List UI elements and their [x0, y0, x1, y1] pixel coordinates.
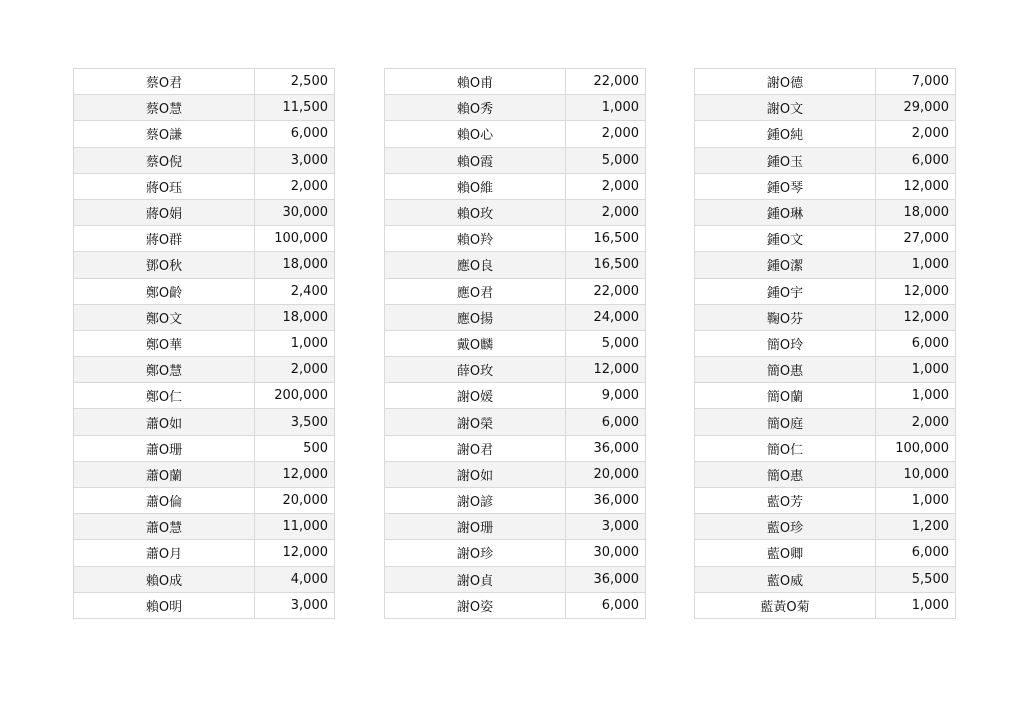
table-row: [695, 95, 956, 121]
table-row: [385, 566, 646, 592]
donor-name-cell: 賴O玫: [385, 199, 566, 225]
table-row: [74, 461, 335, 487]
donor-name-cell: 謝O媛: [385, 383, 566, 409]
table-row: [74, 252, 335, 278]
donor-name-cell: 謝O姿: [385, 592, 566, 618]
donor-name-cell: 蔡O慧: [74, 95, 255, 121]
donor-name-cell: 蔣O娟: [74, 199, 255, 225]
table-row: [695, 304, 956, 330]
donation-amount-cell: 4,000: [255, 566, 335, 592]
table-row: [385, 95, 646, 121]
donation-amount-cell: 5,000: [566, 330, 646, 356]
donor-name-cell: 鄭O仁: [74, 383, 255, 409]
donor-name-cell: 蔣O群: [74, 226, 255, 252]
donor-name-cell: 鄭O慧: [74, 357, 255, 383]
donation-amount-cell: 500: [255, 435, 335, 461]
donor-name-cell: 蕭O蘭: [74, 461, 255, 487]
donor-name-cell: 鍾O琴: [695, 173, 876, 199]
donor-name-cell: 蕭O慧: [74, 514, 255, 540]
donation-amount-cell: 27,000: [876, 226, 956, 252]
donation-amount-cell: 5,500: [876, 566, 956, 592]
donor-table-middle: [384, 68, 646, 619]
donor-name-cell: 鄧O秋: [74, 252, 255, 278]
donation-amount-cell: 22,000: [566, 278, 646, 304]
donation-amount-cell: 2,000: [566, 121, 646, 147]
donation-amount-cell: 12,000: [876, 304, 956, 330]
donor-name-cell: 簡O蘭: [695, 383, 876, 409]
table-row: [385, 461, 646, 487]
donation-amount-cell: 100,000: [876, 435, 956, 461]
table-row: [695, 69, 956, 95]
donor-name-cell: 鍾O琳: [695, 199, 876, 225]
donation-amount-cell: 3,000: [566, 514, 646, 540]
table-row: [385, 226, 646, 252]
donor-name-cell: 鄭O文: [74, 304, 255, 330]
table-row: [74, 330, 335, 356]
donation-amount-cell: 12,000: [876, 278, 956, 304]
donation-amount-cell: 200,000: [255, 383, 335, 409]
table-row: [695, 121, 956, 147]
donor-name-cell: 藍O威: [695, 566, 876, 592]
table-row: [74, 69, 335, 95]
donor-name-cell: 賴O心: [385, 121, 566, 147]
donation-amount-cell: 3,000: [255, 147, 335, 173]
table-row: [695, 461, 956, 487]
donation-amount-cell: 1,000: [255, 330, 335, 356]
table-row: [385, 592, 646, 618]
donation-amount-cell: 2,000: [255, 357, 335, 383]
donor-name-cell: 賴O羚: [385, 226, 566, 252]
donor-name-cell: 簡O玲: [695, 330, 876, 356]
table-row: [385, 147, 646, 173]
table-row: [385, 173, 646, 199]
donation-amount-cell: 36,000: [566, 435, 646, 461]
table-row: [695, 488, 956, 514]
table-row: [385, 357, 646, 383]
table-row: [74, 226, 335, 252]
donor-name-cell: 蔡O倪: [74, 147, 255, 173]
donation-amount-cell: 2,000: [566, 199, 646, 225]
table-row: [74, 540, 335, 566]
donation-amount-cell: 2,000: [876, 409, 956, 435]
donor-name-cell: 賴O明: [74, 592, 255, 618]
table-row: [385, 199, 646, 225]
donation-amount-cell: 3,000: [255, 592, 335, 618]
donation-amount-cell: 6,000: [566, 592, 646, 618]
donor-name-cell: 蕭O如: [74, 409, 255, 435]
donor-name-cell: 簡O庭: [695, 409, 876, 435]
donor-name-cell: 蕭O倫: [74, 488, 255, 514]
table-row: [695, 357, 956, 383]
table-row: [695, 173, 956, 199]
table-row: [74, 592, 335, 618]
donor-name-cell: 鍾O純: [695, 121, 876, 147]
donation-amount-cell: 12,000: [566, 357, 646, 383]
donation-amount-cell: 2,000: [876, 121, 956, 147]
table-row: [695, 592, 956, 618]
table-row: [74, 357, 335, 383]
donation-amount-cell: 36,000: [566, 488, 646, 514]
table-row: [695, 330, 956, 356]
table-row: [385, 304, 646, 330]
donation-amount-cell: 1,000: [876, 252, 956, 278]
donation-amount-cell: 5,000: [566, 147, 646, 173]
table-row: [385, 409, 646, 435]
table-row: [74, 514, 335, 540]
table-row: [695, 383, 956, 409]
donation-amount-cell: 12,000: [876, 173, 956, 199]
donation-amount-cell: 1,000: [566, 95, 646, 121]
donor-name-cell: 應O君: [385, 278, 566, 304]
donation-amount-cell: 12,000: [255, 461, 335, 487]
table-row: [74, 95, 335, 121]
table-row: [695, 147, 956, 173]
donation-amount-cell: 2,500: [255, 69, 335, 95]
donor-name-cell: 簡O惠: [695, 461, 876, 487]
table-row: [74, 278, 335, 304]
donor-name-cell: 簡O惠: [695, 357, 876, 383]
table-row: [74, 147, 335, 173]
donor-name-cell: 鄭O華: [74, 330, 255, 356]
donation-amount-cell: 6,000: [566, 409, 646, 435]
table-row: [385, 252, 646, 278]
donation-amount-cell: 22,000: [566, 69, 646, 95]
donation-amount-cell: 1,000: [876, 488, 956, 514]
donation-amount-cell: 11,000: [255, 514, 335, 540]
donation-amount-cell: 1,000: [876, 592, 956, 618]
donor-name-cell: 鍾O潔: [695, 252, 876, 278]
donor-name-cell: 賴O成: [74, 566, 255, 592]
table-row: [74, 199, 335, 225]
donor-name-cell: 賴O維: [385, 173, 566, 199]
donor-name-cell: 謝O如: [385, 461, 566, 487]
donor-name-cell: 謝O德: [695, 69, 876, 95]
donor-name-cell: 蔡O君: [74, 69, 255, 95]
donation-amount-cell: 20,000: [566, 461, 646, 487]
donor-name-cell: 應O揚: [385, 304, 566, 330]
table-row: [385, 278, 646, 304]
table-row: [74, 435, 335, 461]
donation-amount-cell: 10,000: [876, 461, 956, 487]
donation-amount-cell: 2,400: [255, 278, 335, 304]
table-row: [74, 173, 335, 199]
table-row: [695, 199, 956, 225]
donation-amount-cell: 2,000: [255, 173, 335, 199]
donor-name-cell: 鞠O芬: [695, 304, 876, 330]
donation-amount-cell: 6,000: [876, 147, 956, 173]
donation-amount-cell: 6,000: [255, 121, 335, 147]
donation-amount-cell: 12,000: [255, 540, 335, 566]
table-row: [74, 409, 335, 435]
table-row: [695, 540, 956, 566]
donor-name-cell: 薛O玫: [385, 357, 566, 383]
table-row: [695, 278, 956, 304]
donor-name-cell: 應O良: [385, 252, 566, 278]
donor-name-cell: 鄭O齡: [74, 278, 255, 304]
table-row: [385, 121, 646, 147]
table-row: [74, 488, 335, 514]
donor-name-cell: 鍾O宇: [695, 278, 876, 304]
donor-name-cell: 藍O芳: [695, 488, 876, 514]
donation-amount-cell: 24,000: [566, 304, 646, 330]
table-row: [695, 226, 956, 252]
donation-amount-cell: 30,000: [566, 540, 646, 566]
donor-name-cell: 藍O卿: [695, 540, 876, 566]
donor-name-cell: 藍黃O菊: [695, 592, 876, 618]
donor-name-cell: 蔡O謙: [74, 121, 255, 147]
donor-name-cell: 鍾O文: [695, 226, 876, 252]
donation-amount-cell: 2,000: [566, 173, 646, 199]
donor-name-cell: 戴O麟: [385, 330, 566, 356]
donation-amount-cell: 3,500: [255, 409, 335, 435]
donation-amount-cell: 29,000: [876, 95, 956, 121]
table-row: [695, 514, 956, 540]
donation-amount-cell: 20,000: [255, 488, 335, 514]
donor-name-cell: 謝O貞: [385, 566, 566, 592]
donation-amount-cell: 18,000: [255, 252, 335, 278]
donor-name-cell: 賴O甫: [385, 69, 566, 95]
table-row: [695, 566, 956, 592]
table-row: [385, 330, 646, 356]
table-row: [695, 252, 956, 278]
donation-amount-cell: 18,000: [255, 304, 335, 330]
table-row: [385, 383, 646, 409]
donation-amount-cell: 36,000: [566, 566, 646, 592]
donor-name-cell: 簡O仁: [695, 435, 876, 461]
donation-amount-cell: 9,000: [566, 383, 646, 409]
table-row: [385, 514, 646, 540]
donor-name-cell: 謝O珊: [385, 514, 566, 540]
donor-name-cell: 蕭O珊: [74, 435, 255, 461]
table-row: [74, 566, 335, 592]
donation-amount-cell: 30,000: [255, 199, 335, 225]
table-row: [695, 435, 956, 461]
donor-name-cell: 賴O秀: [385, 95, 566, 121]
donation-amount-cell: 1,000: [876, 357, 956, 383]
table-row: [695, 409, 956, 435]
donation-amount-cell: 6,000: [876, 540, 956, 566]
table-row: [74, 304, 335, 330]
donor-table-left: [73, 68, 335, 619]
donation-amount-cell: 16,500: [566, 226, 646, 252]
donation-amount-cell: 100,000: [255, 226, 335, 252]
donation-amount-cell: 7,000: [876, 69, 956, 95]
donation-amount-cell: 6,000: [876, 330, 956, 356]
donor-name-cell: 謝O君: [385, 435, 566, 461]
table-row: [385, 69, 646, 95]
donor-name-cell: 賴O霞: [385, 147, 566, 173]
donation-amount-cell: 16,500: [566, 252, 646, 278]
donation-amount-cell: 11,500: [255, 95, 335, 121]
donor-name-cell: 蔣O珏: [74, 173, 255, 199]
table-row: [385, 540, 646, 566]
table-row: [385, 488, 646, 514]
table-row: [74, 383, 335, 409]
donor-name-cell: 蕭O月: [74, 540, 255, 566]
donor-name-cell: 謝O珍: [385, 540, 566, 566]
table-row: [74, 121, 335, 147]
donation-amount-cell: 18,000: [876, 199, 956, 225]
donor-name-cell: 謝O榮: [385, 409, 566, 435]
donor-name-cell: 藍O珍: [695, 514, 876, 540]
donation-amount-cell: 1,200: [876, 514, 956, 540]
table-row: [385, 435, 646, 461]
donor-name-cell: 謝O文: [695, 95, 876, 121]
donor-name-cell: 謝O諺: [385, 488, 566, 514]
donor-name-cell: 鍾O玉: [695, 147, 876, 173]
donor-table-right: [694, 68, 956, 619]
donation-amount-cell: 1,000: [876, 383, 956, 409]
